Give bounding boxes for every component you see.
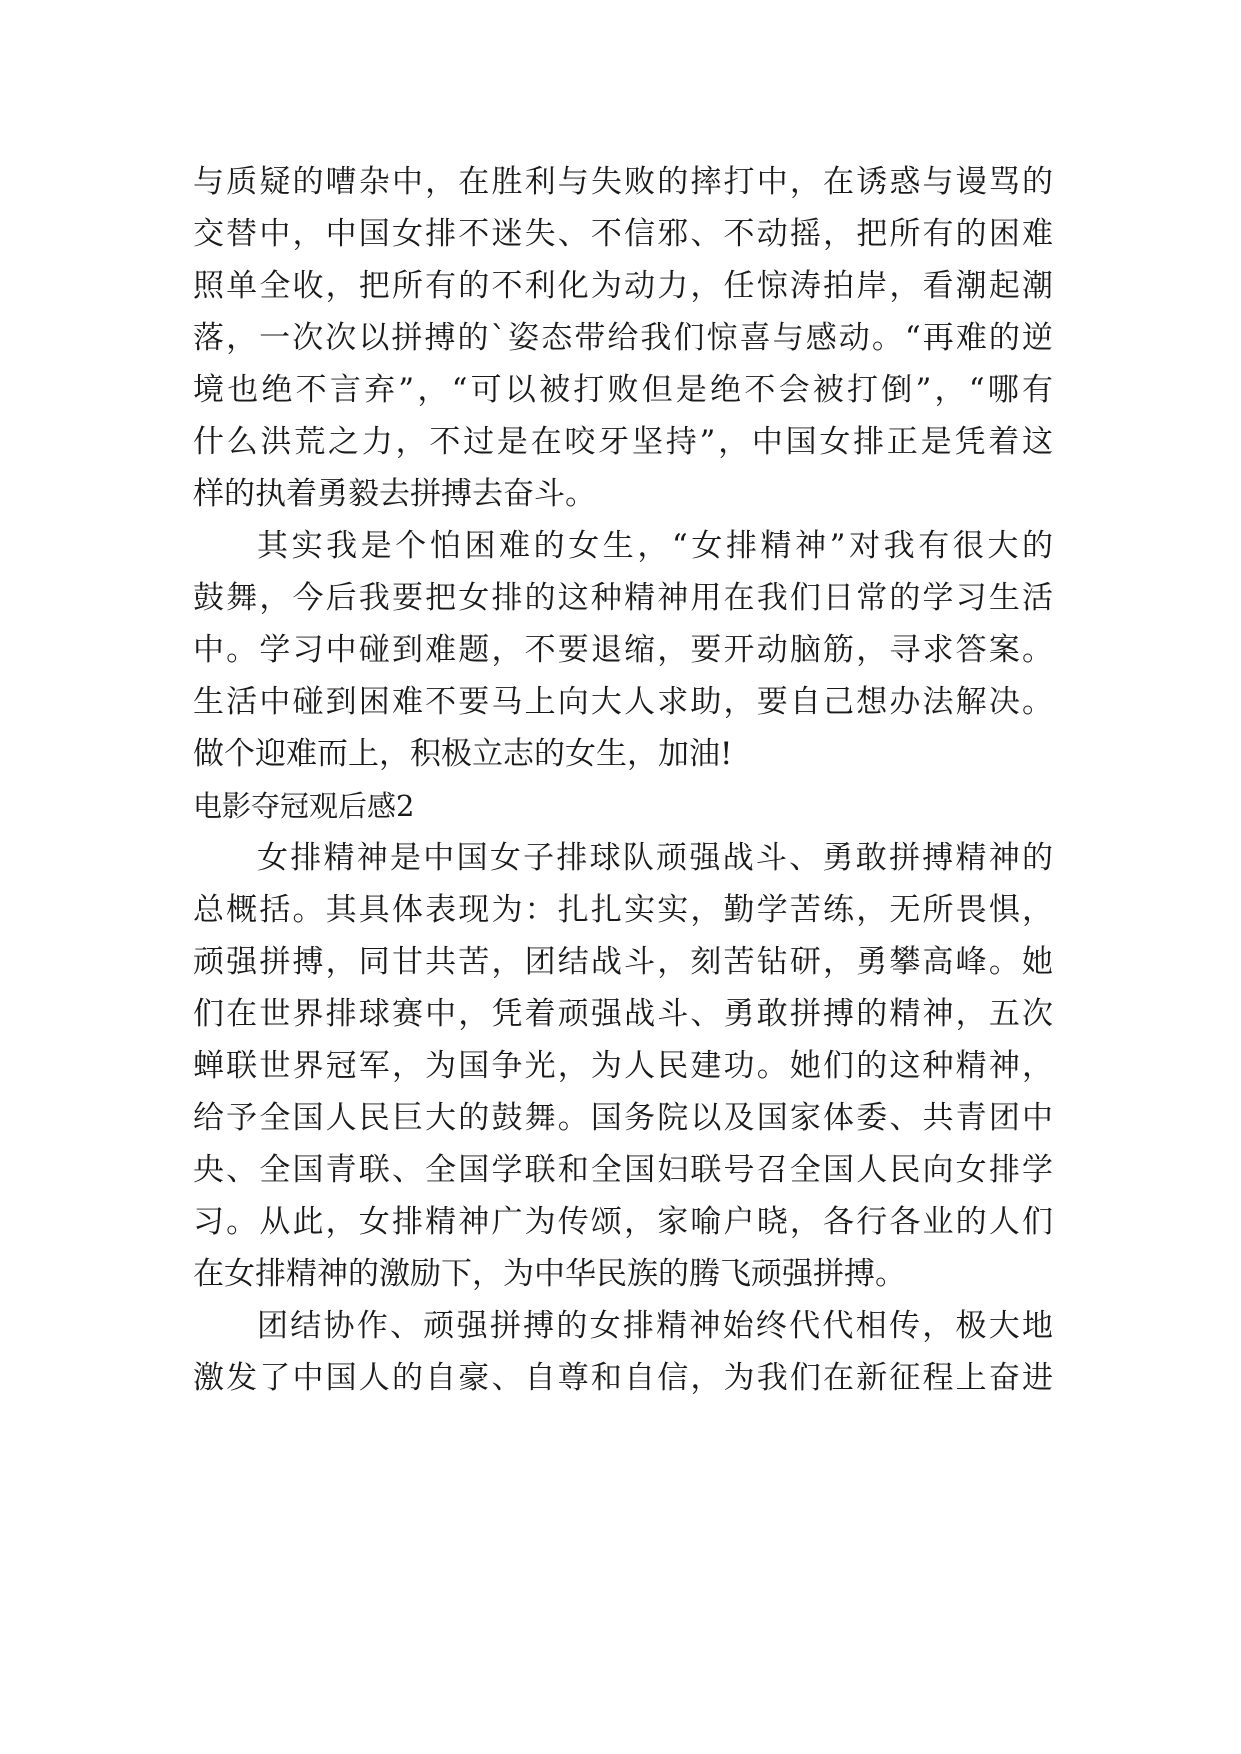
- text-line: 在女排精神的激励下，为中华民族的腾飞顽强拼搏。: [193, 1256, 906, 1292]
- text-line: 境也绝不言弃”，“可以被打败但是绝不会被打倒”，“哪有: [193, 372, 1053, 408]
- text-line: 们在世界排球赛中，凭着顽强战斗、勇敢拼搏的精神，五次: [193, 996, 1053, 1032]
- text-line: 落，一次次以拼搏的`姿态带给我们惊喜与感动。“再难的逆: [193, 320, 1053, 356]
- text-line: 与质疑的嘈杂中，在胜利与失败的摔打中，在诱惑与谩骂的: [193, 164, 1053, 200]
- text-line: 样的执着勇毅去拼搏去奋斗。: [193, 476, 596, 512]
- section-heading: 电影夺冠观后感2: [193, 789, 415, 823]
- text-line: 激发了中国人的自豪、自尊和自信，为我们在新征程上奋进: [193, 1360, 1053, 1396]
- text-line: 中。学习中碰到难题，不要退缩，要开动脑筋，寻求答案。: [193, 632, 1053, 668]
- text-line: 做个迎难而上，积极立志的女生，加油!: [193, 736, 733, 772]
- document-body: [193, 156, 1073, 1404]
- text-line: 团结协作、顽强拼搏的女排精神始终代代相传，极大地: [257, 1308, 1053, 1344]
- text-line: 什么洪荒之力，不过是在咬牙坚持”，中国女排正是凭着这: [193, 424, 1053, 460]
- text-line: 顽强拼搏，同甘共苦，团结战斗，刻苦钻研，勇攀高峰。她: [193, 944, 1053, 980]
- text-line: 给予全国人民巨大的鼓舞。国务院以及国家体委、共青团中: [193, 1100, 1053, 1136]
- text-line: 蝉联世界冠军，为国争光，为人民建功。她们的这种精神，: [193, 1048, 1053, 1084]
- text-line: 女排精神是中国女子排球队顽强战斗、勇敢拼搏精神的: [257, 840, 1053, 876]
- paragraph: [193, 156, 1073, 520]
- paragraph: [193, 832, 1073, 1300]
- paragraph: [193, 520, 1073, 780]
- text-line: 照单全收，把所有的不利化为动力，任惊涛拍岸，看潮起潮: [193, 268, 1053, 304]
- text-line: 交替中，中国女排不迷失、不信邪、不动摇，把所有的困难: [193, 216, 1053, 252]
- paragraph: [193, 1300, 1073, 1404]
- text-line: 其实我是个怕困难的女生，“女排精神”对我有很大的: [257, 528, 1053, 564]
- text-line: 央、全国青联、全国学联和全国妇联号召全国人民向女排学: [193, 1152, 1053, 1188]
- text-line: 鼓舞，今后我要把女排的这种精神用在我们日常的学习生活: [193, 580, 1053, 616]
- text-line: 习。从此，女排精神广为传颂，家喻户晓，各行各业的人们: [193, 1204, 1053, 1240]
- text-line: 生活中碰到困难不要马上向大人求助，要自己想办法解决。: [193, 684, 1053, 720]
- text-line: 总概括。其具体表现为：扎扎实实，勤学苦练，无所畏惧，: [193, 892, 1053, 928]
